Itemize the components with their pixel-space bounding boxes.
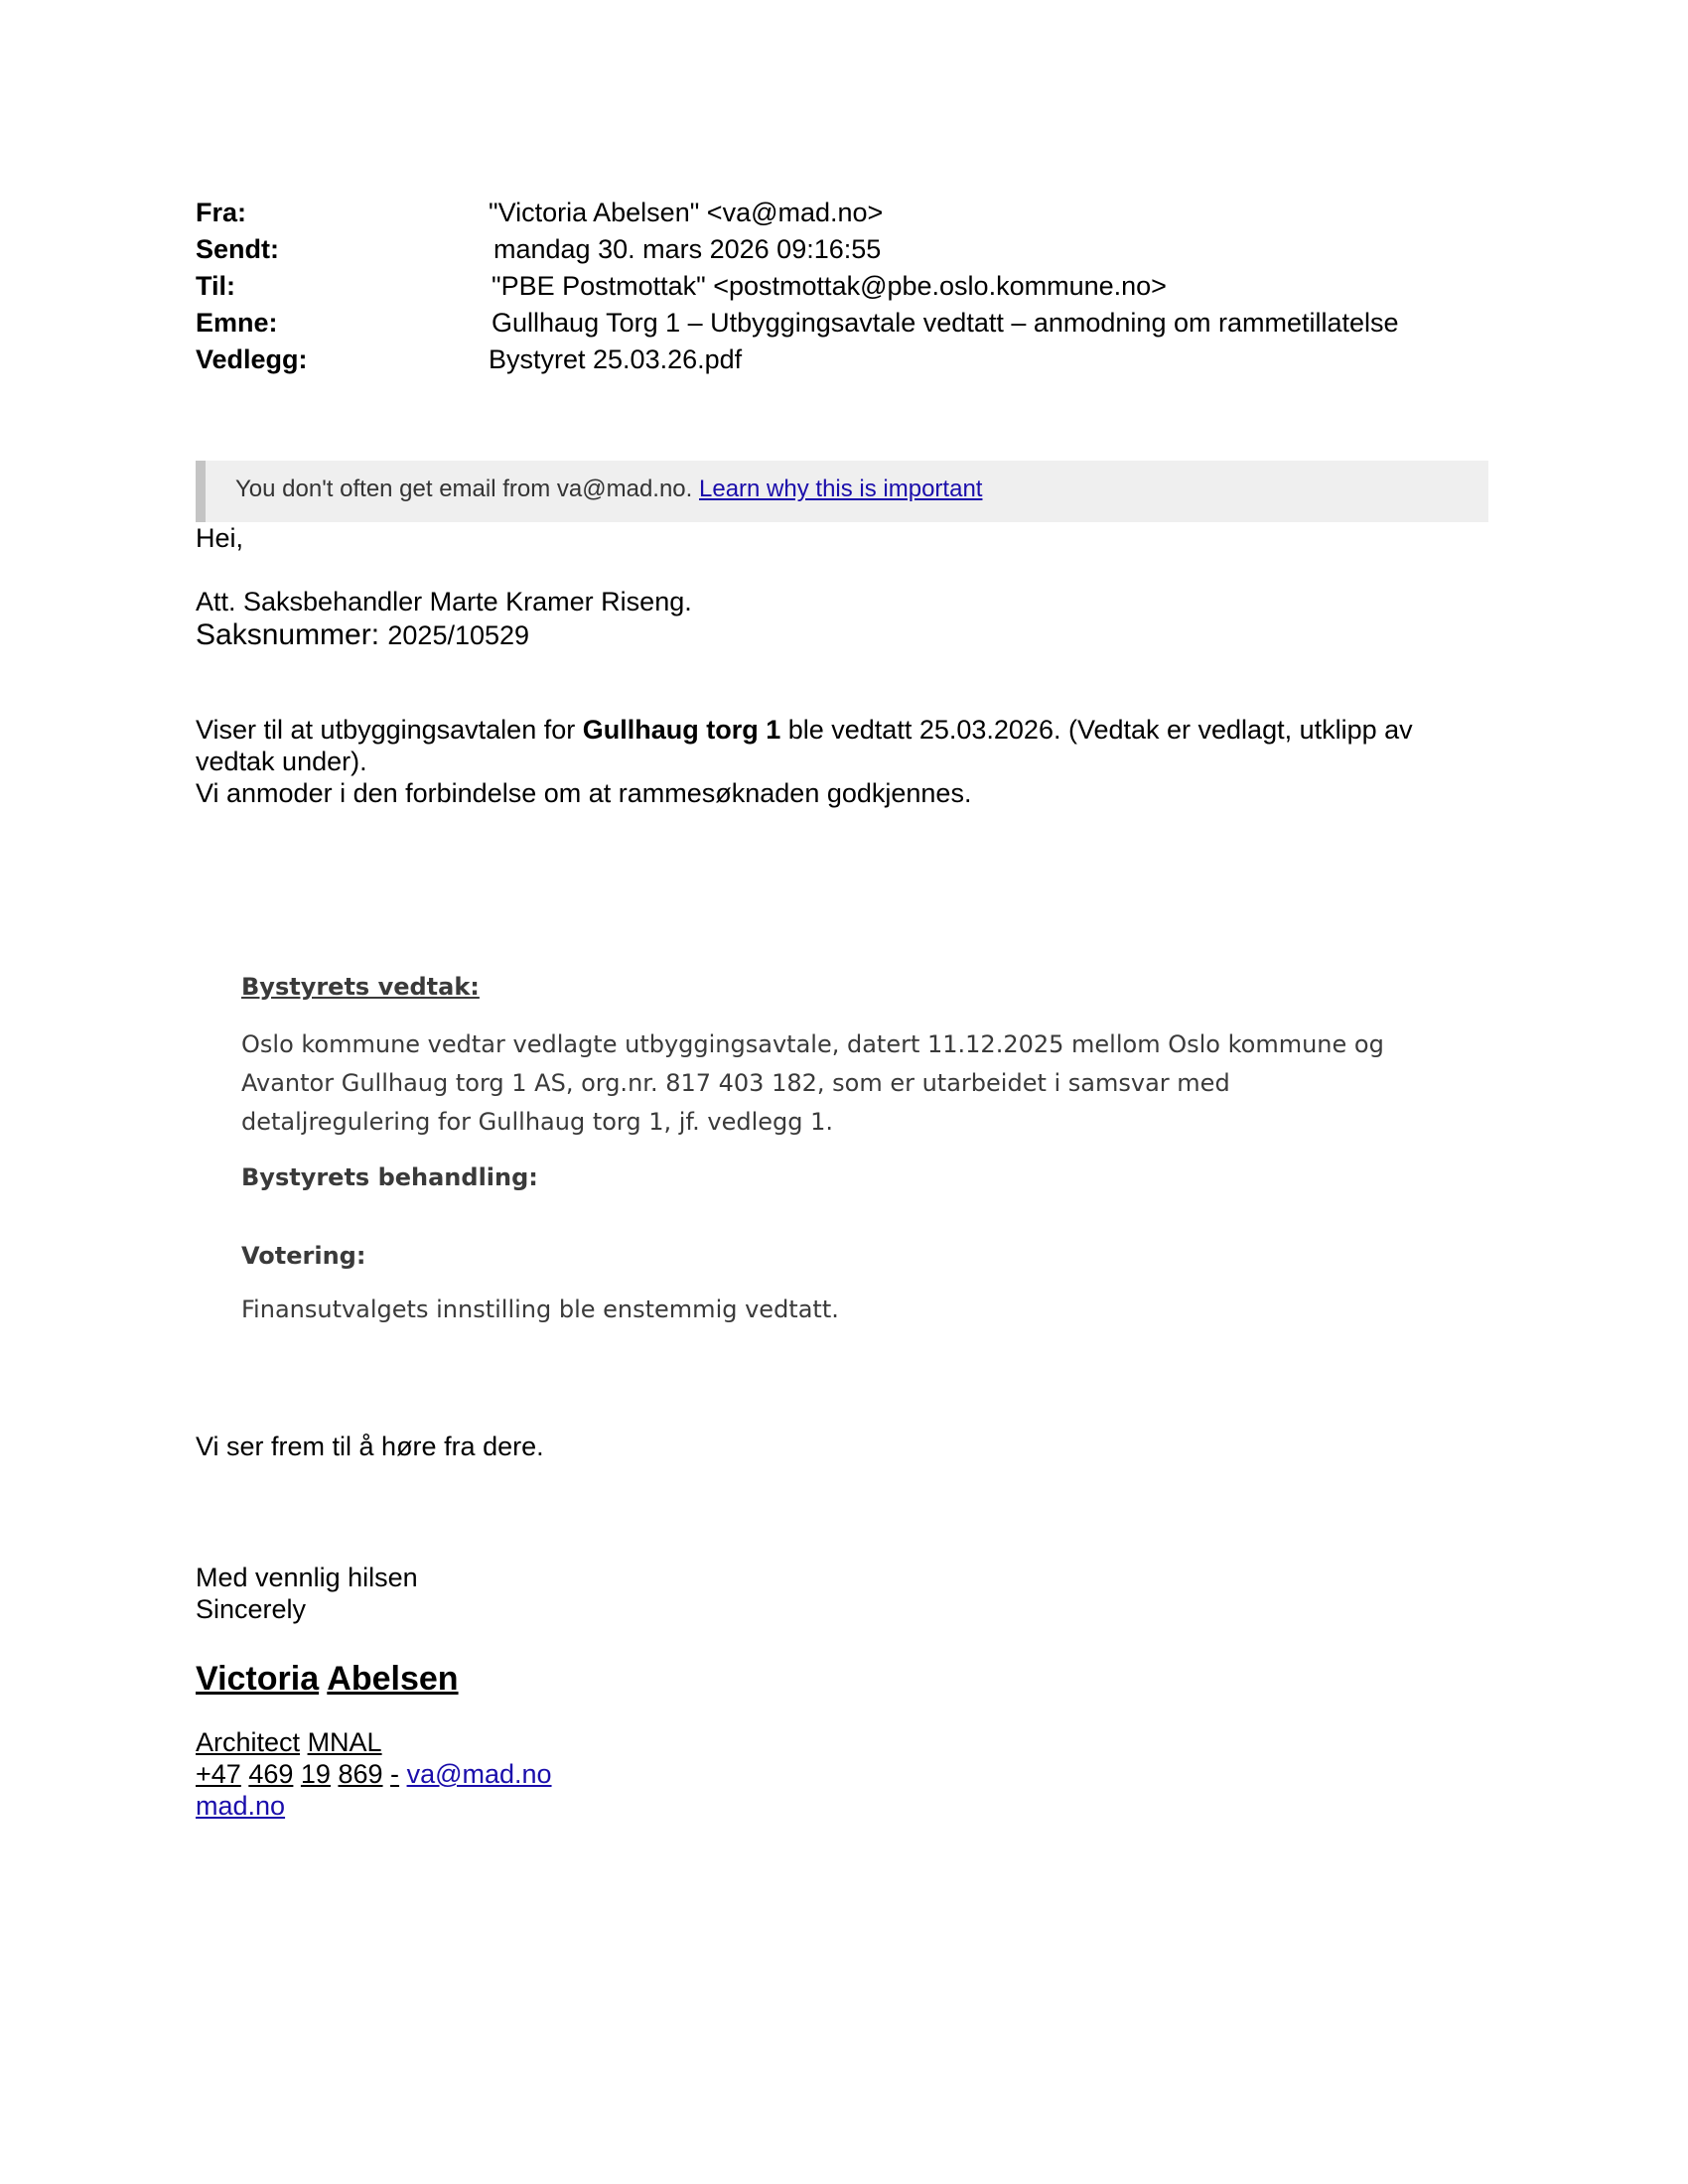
paragraph-1 [196, 714, 1413, 746]
case-number: 2025/10529 [387, 620, 530, 650]
regards-line: Med vennlig hilsen [196, 1563, 418, 1592]
to-label: Til: [196, 271, 235, 301]
case-label: Saksnummer: [196, 618, 388, 651]
title-word-2: MNAL [307, 1727, 382, 1757]
excerpt-heading-votering: Votering: [241, 1242, 366, 1270]
case-number-line [196, 619, 529, 651]
excerpt-line-2: Avantor Gullhaug torg 1 AS, org.nr. 817 403 182, som er utarbeidet i samsvar med [241, 1069, 1230, 1097]
phone-part-1[interactable]: +47 [196, 1759, 241, 1789]
excerpt-line-1: Oslo kommune vedtar vedlagte utbyggingsavtale, datert 11.12.2025 mellom Oslo kommune og [241, 1030, 1384, 1058]
paragraph-1-end: ble vedtatt 25.03.2026. (Vedtak er vedlagt, utklipp av [780, 715, 1413, 745]
notice-text: You don't often get email from va@mad.no. [235, 476, 699, 502]
title-word-1: Architect [196, 1727, 301, 1757]
signature-first-name: Victoria [196, 1660, 320, 1698]
greeting: Hei, [196, 523, 244, 553]
from-label: Fra: [196, 198, 247, 227]
sent-label: Sendt: [196, 234, 279, 264]
website-link[interactable]: mad.no [196, 1791, 286, 1821]
email-link[interactable]: va@mad.no [406, 1759, 552, 1789]
notice-text-line [235, 476, 982, 503]
phone-part-3[interactable]: 19 [300, 1759, 331, 1789]
paragraph-1-line-2: vedtak under). [196, 747, 367, 776]
signature-contact [196, 1759, 552, 1790]
attachment-value[interactable]: Bystyret 25.03.26.pdf [489, 344, 743, 374]
external-sender-notice [196, 461, 1488, 522]
signature-last-name: Abelsen [327, 1660, 459, 1698]
to-value: "PBE Postmottak" <postmottak@pbe.oslo.kommune.no> [492, 271, 1167, 301]
attachment-label: Vedlegg: [196, 344, 308, 374]
phone-part-4[interactable]: 869 [338, 1759, 383, 1789]
paragraph-1-start: Viser til at utbyggingsavtalen for [196, 715, 583, 745]
paragraph-2: Vi anmoder i den forbindelse om at rammesøknaden godkjennes. [196, 778, 972, 808]
excerpt-line-4: Finansutvalgets innstilling ble enstemmig vedtatt. [241, 1296, 839, 1323]
subject-label: Emne: [196, 308, 278, 338]
sincerely-line: Sincerely [196, 1594, 307, 1624]
paragraph-1-bold: Gullhaug torg 1 [582, 715, 781, 745]
excerpt-heading-vedtak: Bystyrets vedtak: [241, 973, 480, 1001]
learn-why-link[interactable]: Learn why this is important [699, 476, 983, 502]
sent-value: mandag 30. mars 2026 09:16:55 [493, 234, 882, 264]
website-line [196, 1791, 285, 1822]
contact-separator: - [390, 1759, 400, 1789]
signature-name [196, 1660, 459, 1699]
excerpt-line-3: detaljregulering for Gullhaug torg 1, jf. vedlegg 1. [241, 1108, 834, 1136]
phone-part-2[interactable]: 469 [248, 1759, 294, 1789]
closing-line: Vi ser frem til å høre fra dere. [196, 1432, 544, 1461]
from-value: "Victoria Abelsen" <va@mad.no> [489, 198, 884, 227]
subject-value: Gullhaug Torg 1 – Utbyggingsavtale vedtatt – anmodning om rammetillatelse [492, 308, 1399, 338]
excerpt-heading-behandling: Bystyrets behandling: [241, 1163, 538, 1191]
signature-title [196, 1727, 382, 1758]
attention-line: Att. Saksbehandler Marte Kramer Riseng. [196, 587, 692, 616]
